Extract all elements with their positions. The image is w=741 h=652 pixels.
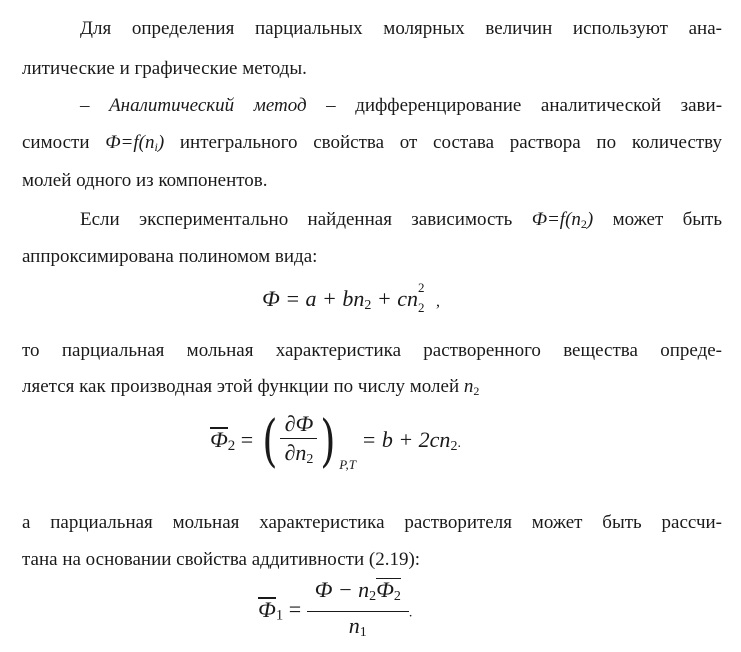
para2-line1-rest: – дифференцирование аналитической зави- [326,95,723,116]
para3-line1 [80,209,722,235]
para4-line2: ляется как производная этой функции по числу молей $n_2$ [22,376,480,398]
formula-partial-solute: $Ф_2$ = ( $\frac{\partial Ф}{\partial n_2}$ ) $_{P,T} = b + 2cn_2$. [210,409,461,474]
phi-function: $Ф=f(n_i)$ [105,132,165,154]
para2-line2-rest: интегрального свойства от состава раствора по количеству [179,132,723,153]
formula-partial-solvent: $Ф_1$ = $\frac{Ф - n_2Ф_2}{n_1}$ . [258,576,412,647]
derivative-fraction: $\frac{\partial Ф}{\partial n_2}$ [280,410,317,474]
para4-line1: то парциальная мольная характеристика растворенного вещества опреде- [22,340,722,361]
para2-line1 [80,95,722,117]
para5-line1: а парциальная мольная характеристика растворителя может быть рассчи- [22,512,722,533]
dash: – [80,95,90,116]
para5-line2: тана на основании свойства аддитивности (2.19): [22,549,421,570]
solvent-fraction: $\frac{Ф - n_2Ф_2}{n_1}$ [307,576,409,647]
para2-line3: молей одного из компонентов. [22,170,268,191]
para3-line1-a: Если экспериментально найденная зависимость [80,209,513,230]
phi1-bar: Ф [258,596,276,622]
formula-polynomial: $Ф = a + bn_2$ + cn 2 2 , [262,279,441,315]
para3-line2: аппроксимирована полиномом вида: [22,246,318,267]
para2-line2 [22,132,722,158]
analytic-method-term: Аналитический метод [109,95,307,116]
para2-line2-a: симости [22,132,90,153]
para1-line1: Для определения парциальных молярных величин используют ана- [80,18,722,39]
para1-line2: литические и графические методы. [22,58,307,79]
phi-function-2: $Ф=f(n_2)$ [531,209,594,231]
phi2-bar: Ф [210,427,228,453]
para3-line1-rest: может быть [612,209,722,230]
